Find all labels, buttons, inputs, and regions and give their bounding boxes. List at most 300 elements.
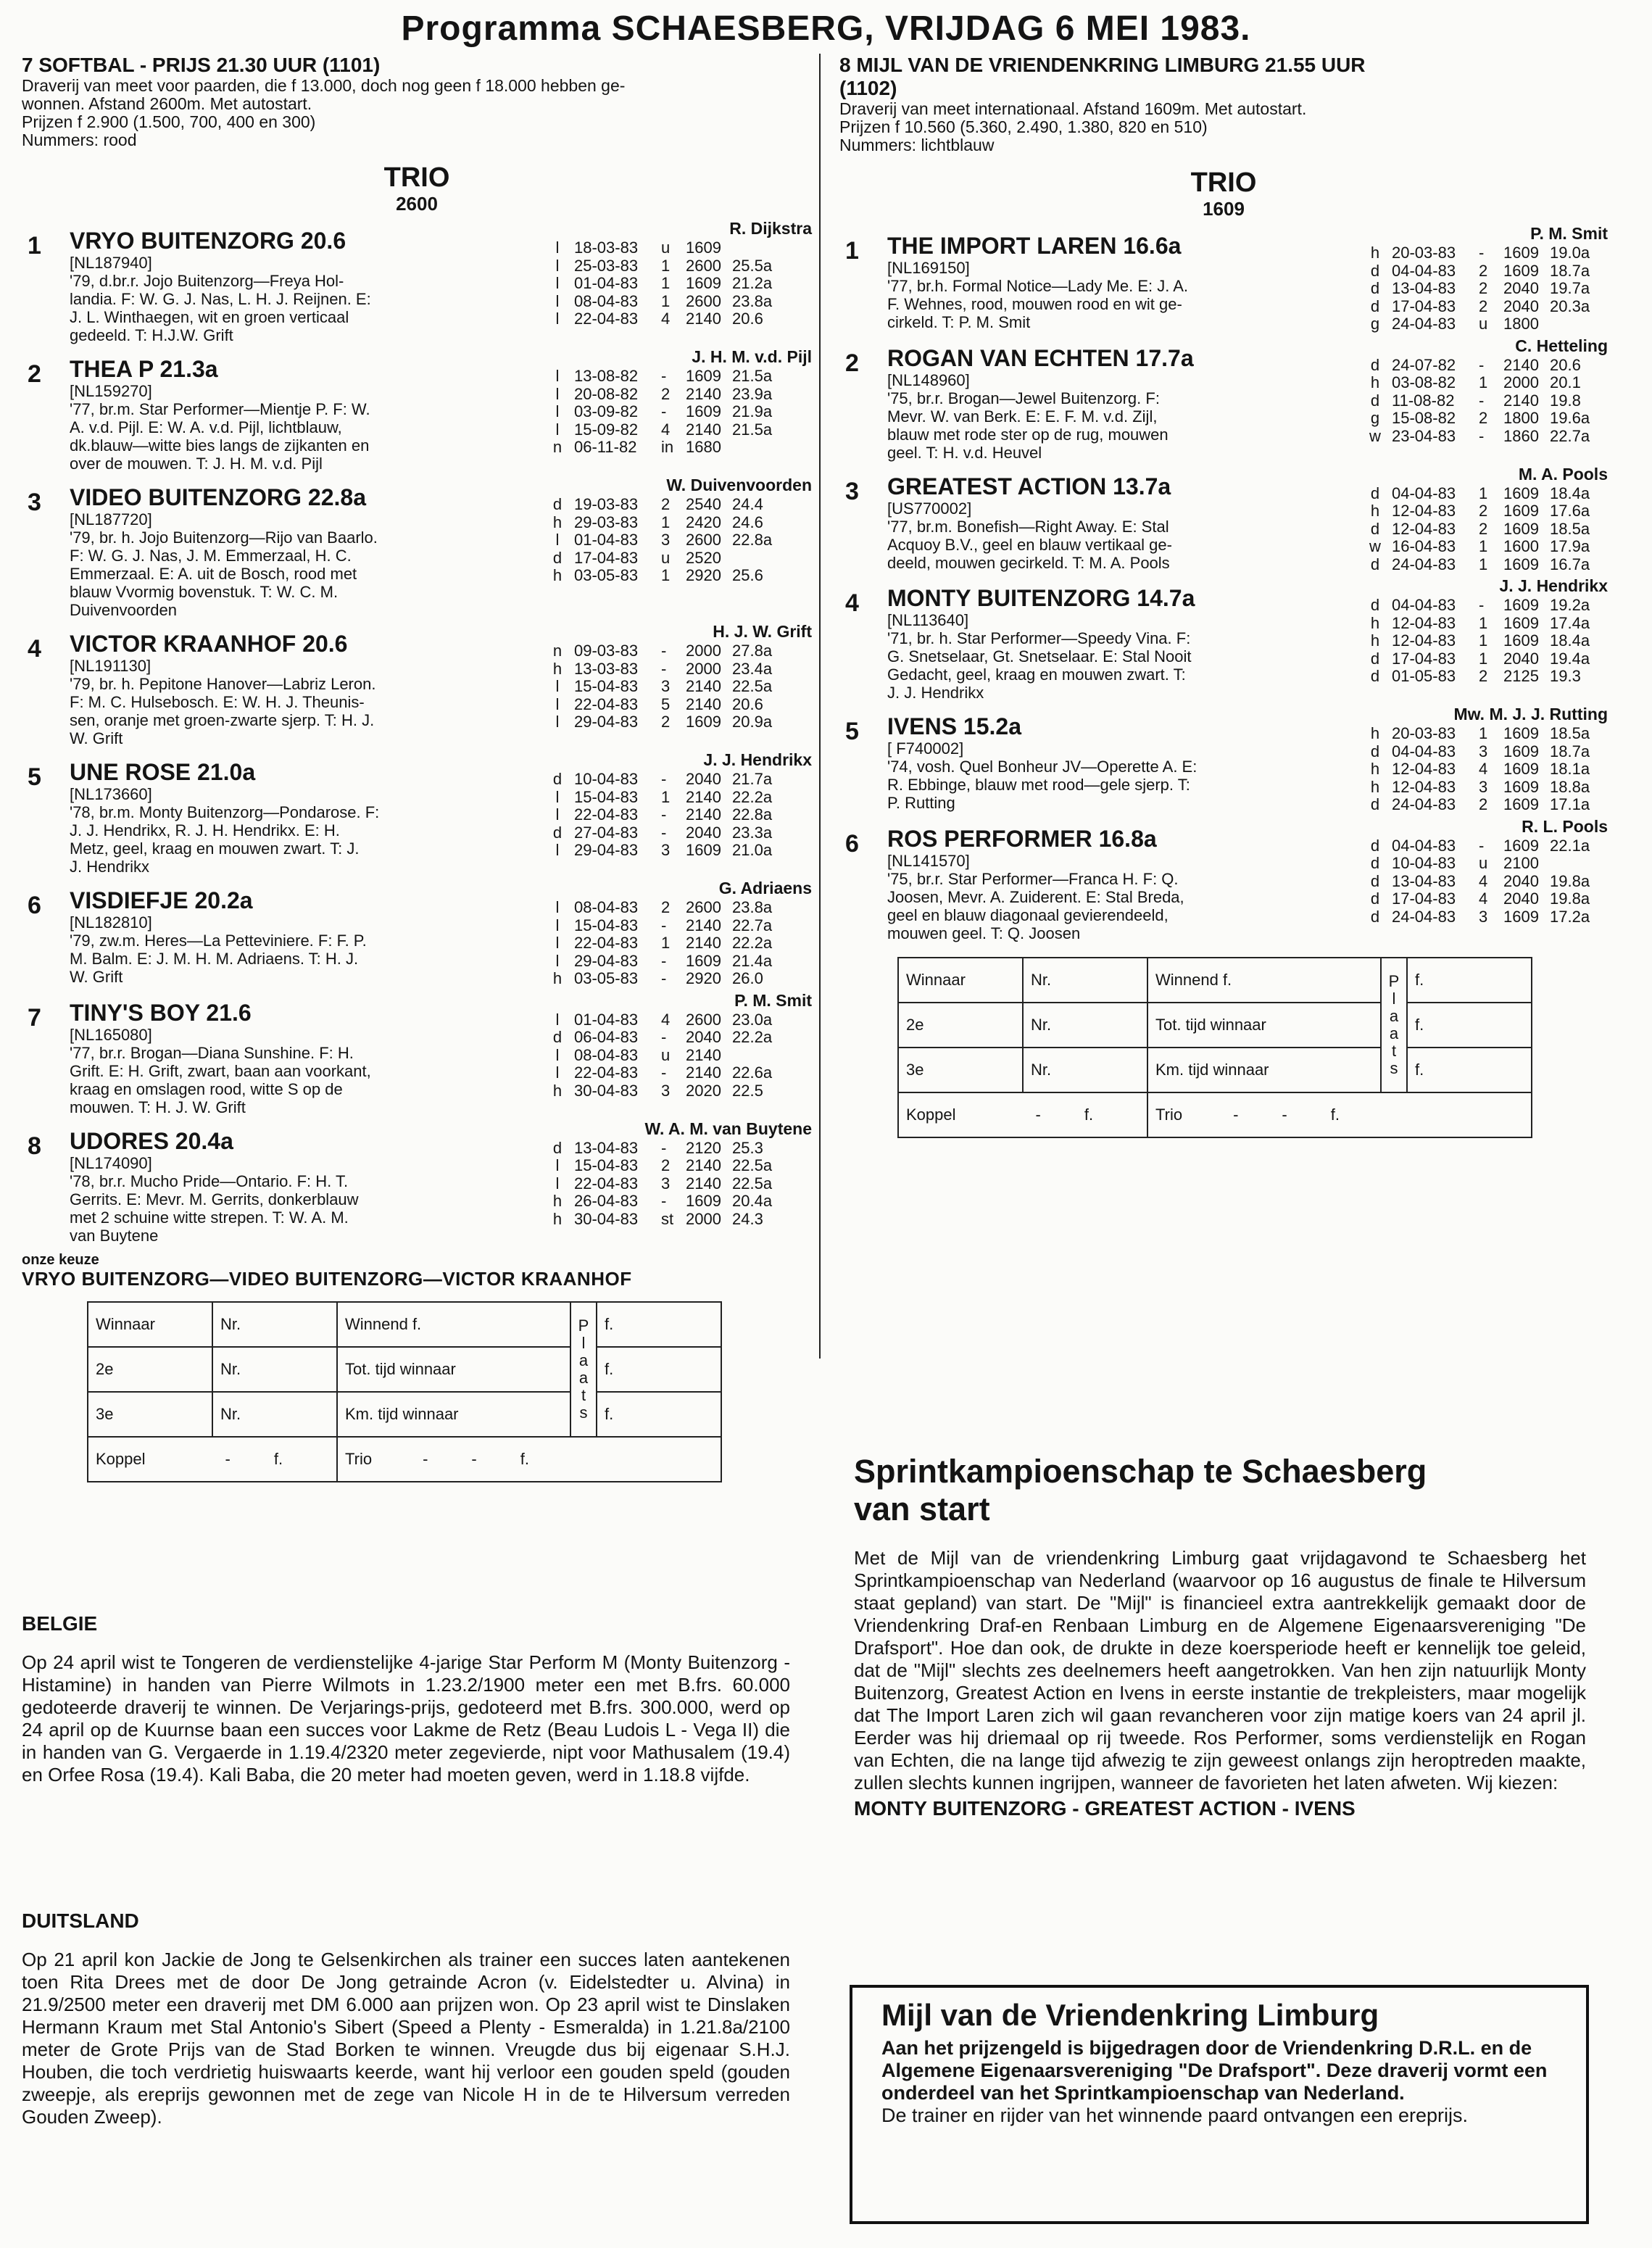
horse-description-line: '79, d.br.r. Jojo Buitenzorg—Freya Hol- [70, 272, 344, 290]
run-cell: l [555, 402, 560, 420]
run-line [541, 934, 812, 953]
horse-runs [541, 1011, 812, 1100]
horse-entry [22, 750, 812, 876]
run-cell: 2040 [686, 770, 721, 788]
run-cell: 2 [661, 713, 671, 731]
left-column [22, 54, 812, 2128]
run-cell: - [661, 1138, 667, 1157]
run-cell: 13-08-82 [574, 367, 639, 385]
race-7-keuze-label: onze keuze [22, 1251, 99, 1268]
koppel-part: Koppel [96, 1449, 146, 1468]
run-cell: d [552, 548, 563, 567]
run-cell: 2140 [686, 384, 721, 403]
run-line [541, 368, 812, 386]
run-cell: d [1370, 484, 1380, 502]
run-cell: l [555, 713, 560, 731]
horse-number: 2 [28, 360, 41, 388]
race-info-line: Prijzen f 10.560 (5.360, 2.490, 1.380, 820 en 510) [839, 117, 1208, 136]
run-cell: 19.8a [1550, 871, 1590, 890]
belgie-section [22, 1612, 790, 1786]
run-cell: 03-08-82 [1392, 373, 1456, 391]
run-cell: 15-04-83 [574, 1156, 639, 1174]
run-cell: 1 [661, 291, 671, 310]
run-cell: 30-04-83 [574, 1081, 639, 1100]
run-cell: 1 [661, 274, 671, 292]
run-cell: 22-04-83 [574, 310, 639, 328]
horse-driver: G. Adriaens [718, 879, 812, 897]
run-cell: 22.5a [732, 1174, 773, 1193]
sprint-pick: MONTY BUITENZORG - GREATEST ACTION - IVENS [854, 1797, 1356, 1820]
horse-entry [839, 465, 1608, 574]
horse-description-line: [NL159270] [70, 382, 152, 400]
horse-description-line: [NL173660] [70, 785, 152, 803]
horse-name: VIDEO BUITENZORG 22.8a [70, 484, 366, 510]
run-line [541, 953, 812, 971]
run-line [541, 257, 812, 275]
horse-name: MONTY BUITENZORG 14.7a [887, 585, 1195, 611]
run-cell: 1609 [1503, 502, 1539, 520]
horse-description-line: W. Grift [70, 968, 123, 986]
run-cell: 1609 [1503, 907, 1539, 926]
run-cell: u [1479, 854, 1488, 872]
horse-description-line: '77, br.m. Star Performer—Mientje P. F: W. [70, 400, 370, 418]
horse-description-line: F: M. C. Hulsebosch. E: W. H. J. Theunis- [70, 693, 365, 711]
run-line [541, 678, 812, 696]
run-cell: 3 [1479, 907, 1488, 926]
koppel-part: - [1035, 1105, 1041, 1124]
horse-details [70, 991, 541, 1116]
run-cell: 2040 [686, 1028, 721, 1046]
horse-description-line: [US770002] [887, 499, 972, 518]
run-cell: n [552, 642, 563, 660]
run-cell: 1609 [1503, 261, 1539, 280]
run-cell: 1 [661, 566, 671, 584]
run-cell: 12-04-83 [1392, 613, 1456, 632]
horse-form [541, 1119, 812, 1245]
horse-details [70, 750, 541, 876]
plaats-vertical-label [1381, 958, 1407, 1092]
run-cell: 24-04-83 [1392, 795, 1456, 813]
run-cell [1550, 855, 1601, 873]
run-cell: 20-03-83 [1392, 244, 1456, 262]
run-cell: - [661, 1063, 667, 1082]
run-cell: - [661, 1028, 667, 1046]
run-cell: 12-04-83 [1392, 777, 1456, 796]
run-line [541, 696, 812, 714]
run-cell: 29-04-83 [574, 951, 639, 970]
bet-cell-field: Winnend f. [337, 1302, 570, 1347]
run-cell: l [555, 916, 560, 934]
horse-description-line: F: W. G. J. Nas, J. M. Emmerzaal, H. C. [70, 547, 352, 565]
bet-row [898, 1003, 1532, 1048]
run-cell: 1609 [686, 841, 721, 859]
run-cell: u [661, 239, 671, 257]
run-cell: 2140 [686, 694, 721, 713]
horse-description-line: A. v.d. Pijl. E: W. A. v.d. Pijl, lichtblauw, [70, 418, 342, 436]
horse-description-line: mouwen. T: H. J. W. Grift [70, 1098, 246, 1116]
run-cell: 2140 [686, 805, 721, 824]
run-cell: 2020 [686, 1081, 721, 1100]
horse-description-line: J. L. Winthaegen, wit en groen verticaal [70, 308, 349, 326]
run-cell: 2140 [686, 787, 721, 806]
trio-part: - [1282, 1105, 1287, 1124]
run-line [1358, 855, 1608, 873]
horse-description-line: geel. T: H. v.d. Heuvel [887, 443, 1042, 462]
run-cell: 15-04-83 [574, 677, 639, 695]
run-line [541, 1047, 812, 1065]
run-cell: 3 [661, 677, 671, 695]
run-line [541, 1175, 812, 1193]
horse-description-line: F. Wehnes, rood, mouwen rood en wit ge- [887, 295, 1182, 313]
run-cell: 26.0 [732, 969, 763, 987]
run-cell: 1800 [1503, 409, 1539, 427]
run-cell: in [661, 438, 674, 456]
run-cell: l [555, 291, 560, 310]
run-cell: 4 [661, 1010, 671, 1029]
run-line [1358, 760, 1608, 779]
run-cell: 23-04-83 [1392, 426, 1456, 445]
run-cell: 4 [661, 310, 671, 328]
horse-runs [541, 642, 812, 731]
run-cell: d [1370, 854, 1380, 872]
run-line [541, 421, 812, 439]
run-cell: d [552, 1028, 563, 1046]
run-line [541, 293, 812, 311]
horse-description-line: met 2 schuine witte strepen. T: W. A. M. [70, 1208, 349, 1227]
run-cell: l [555, 934, 560, 952]
run-cell: 25.5a [732, 256, 773, 275]
run-cell: l [555, 310, 560, 328]
run-cell: 3 [661, 1174, 671, 1193]
horse-driver: M. A. Pools [1518, 464, 1608, 484]
horse-name: ROS PERFORMER 16.8a [887, 825, 1157, 852]
run-cell: 1609 [1503, 795, 1539, 813]
run-cell: 1609 [686, 951, 721, 970]
run-cell: 19-03-83 [574, 495, 639, 513]
run-cell: 1609 [1503, 836, 1539, 855]
run-cell: 1800 [1503, 315, 1539, 333]
run-cell: l [555, 367, 560, 385]
run-cell: l [555, 1156, 560, 1174]
run-line [541, 496, 812, 514]
horse-description-line: W. Grift [70, 729, 123, 747]
horse-number: 5 [28, 763, 41, 791]
run-cell: 2100 [1503, 854, 1539, 872]
horse-driver: R. Dijkstra [729, 219, 812, 238]
run-cell: 23.8a [732, 291, 773, 310]
run-line [1358, 244, 1608, 262]
run-line [541, 970, 812, 988]
run-cell: 08-04-83 [574, 1045, 639, 1064]
horse-details [70, 219, 541, 344]
horse-driver: J. J. Hendrikx [703, 750, 812, 769]
horse-description-line: blauw met rode ster op de rug, mouwen [887, 425, 1169, 444]
run-cell: 2600 [686, 291, 721, 310]
bet-cell-amount: f. [1407, 958, 1532, 1003]
horse-entry [839, 576, 1608, 702]
horse-description-line: [ F740002] [887, 739, 964, 758]
run-cell [1550, 315, 1601, 333]
horse-description-line: '77, br.h. Formal Notice—Lady Me. E: J. A. [887, 277, 1189, 295]
run-cell: l [555, 898, 560, 916]
run-cell: 12-04-83 [1392, 519, 1456, 538]
run-line [541, 439, 812, 457]
race-info-line: wonnen. Afstand 2600m. Met autostart. [22, 94, 312, 113]
bet-cell-amount: f. [597, 1302, 721, 1347]
horse-form [1358, 224, 1608, 333]
column-divider [819, 54, 821, 1359]
horse-description-line: '71, br. h. Star Performer—Speedy Vina. F: [887, 629, 1191, 647]
horse-description-line: mouwen geel. T: Q. Joosen [887, 924, 1081, 942]
bet-row-bottom [88, 1437, 721, 1482]
run-cell: 22.2a [732, 934, 773, 952]
run-cell: 13-04-83 [574, 1138, 639, 1157]
horse-form [541, 991, 812, 1116]
horse-form [541, 622, 812, 747]
run-cell: 4 [1479, 889, 1488, 908]
bet-cell-label: 2e [88, 1347, 212, 1392]
belgie-heading: BELGIE [22, 1612, 98, 1635]
run-cell: d [1370, 649, 1380, 668]
run-cell: 1 [661, 787, 671, 806]
run-cell: 12-04-83 [1392, 760, 1456, 778]
run-line [541, 275, 812, 293]
mijl-box-bold-text: Aan het prijzengeld is bijgedragen door de Vriendenkring D.R.L. en de Algemene Eigenaarsvereniging "De Drafsport". Deze draverij vormt een onderdeel van het Sprintkampioenschap van Nederland. [881, 2037, 1548, 2104]
run-cell: 20.4a [732, 1192, 773, 1210]
plaats-letter: a [578, 1351, 589, 1369]
run-cell: 1 [1479, 724, 1488, 742]
run-cell: 17-04-83 [1392, 296, 1456, 315]
run-cell: 22-04-83 [574, 1063, 639, 1082]
race-info-line: Nummers: rood [22, 130, 137, 149]
horse-description-line: gedeeld. T: H.J.W. Grift [70, 326, 233, 344]
run-cell: - [661, 770, 667, 788]
run-cell: 1609 [686, 713, 721, 731]
run-cell: 22.1a [1550, 836, 1590, 855]
run-cell: 2140 [686, 1045, 721, 1064]
run-line [1358, 725, 1608, 743]
run-cell: 18.1a [1550, 760, 1590, 778]
run-cell: 2600 [686, 256, 721, 275]
koppel-cell [88, 1437, 337, 1482]
run-cell: 22.8a [732, 531, 773, 549]
trio-part: - [423, 1449, 428, 1468]
horse-entry [22, 622, 812, 747]
run-cell: d [1370, 261, 1380, 280]
belgie-text: Op 24 april wist te Tongeren de verdienstelijke 4-jarige Star Perform M (Monty Buitenzorg - Histamine) in handen van Pierre Wilmots in 1.23.2/1900 meter een met B.frs. 60.000 gedoteerde draverij te winnen. De Verjarings-prijs, gedoteerd met B.frs. 300.000, werd op 24 april op de Kuurnse baan een succes voor Lakme de Retz (Beau Ludois L - Vega II) die in handen van G. Vergaerde in 1.19.4/2320 meter zegevierde, nipt voor Mathusalem (19.4) en Orfee Rosa (19.4). Kali Baba, die 20 meter had moeten geven, werd in 1.18.8 vijfde. [22, 1651, 790, 1785]
horse-description-line: Gedacht, geel, kraag en mouwen zwart. T: [887, 665, 1186, 684]
race-7-heading: 7 SOFTBAL - PRIJS 21.30 UUR (1101) [22, 54, 381, 76]
duitsland-text: Op 21 april kon Jackie de Jong te Gelsenkirchen als trainer een succes laten aantekenen toen Rita Drees met de door De Jong getrainde Acron (v. Eidelstedter u. Alvina) in 21.9/2500 meter een draverij met DM 6.000 aan prijzen won. Op 23 april wist te Dinslaken Hermann Kraum met Stal Antonio's Sibert (Speed a Plenty - Esmeralda) in 1.21.8a/2100 meter de Grote Prijs van de Stad Borken te winnen. Vreugde dus bij eigenaar S.H.J. Houben, die toch verdrietig huiswaarts keerde, want hij verloor een gouden speld (gouden zweepje, als ereprijs gewonnen met de zege van Nicole H in de te Hilversum verreden Gouden Zweep). [22, 1949, 790, 2128]
run-cell: 2040 [1503, 649, 1539, 668]
run-cell: 27.8a [732, 642, 773, 660]
run-cell: 18.7a [1550, 742, 1590, 760]
run-cell: 3 [661, 1081, 671, 1100]
run-cell: 08-04-83 [574, 898, 639, 916]
run-cell: 18-03-83 [574, 239, 639, 257]
run-cell: 22-04-83 [574, 1174, 639, 1193]
horse-entry [22, 219, 812, 344]
run-line [1358, 650, 1608, 668]
run-line [541, 789, 812, 807]
race-8-trio-distance: 1609 [1203, 198, 1245, 220]
horse-details [887, 224, 1358, 333]
run-cell: 09-03-83 [574, 642, 639, 660]
plaats-letter: l [1392, 989, 1396, 1008]
run-cell: 1609 [1503, 631, 1539, 650]
horse-description-line: van Buytene [70, 1226, 159, 1245]
run-cell: 17.6a [1550, 502, 1590, 520]
run-cell: 25-03-83 [574, 256, 639, 275]
run-cell: d [1370, 742, 1380, 760]
koppel-part: f. [1084, 1105, 1094, 1124]
horse-details [70, 476, 541, 619]
horse-entry [22, 476, 812, 619]
horse-description-line: '75, br.r. Star Performer—Franca H. F: Q. [887, 869, 1179, 888]
bet-row [88, 1392, 721, 1437]
run-cell: h [1370, 724, 1380, 742]
run-line [1358, 410, 1608, 428]
run-line [1358, 298, 1608, 316]
plaats-letter: a [1389, 1006, 1399, 1025]
race-info-line: Nummers: lichtblauw [839, 136, 995, 154]
trio-cell [337, 1437, 721, 1482]
run-cell: 1 [1479, 373, 1488, 391]
horse-description-line: '74, vosh. Quel Bonheur JV—Operette A. E: [887, 758, 1198, 776]
run-cell: 23.3a [732, 823, 773, 842]
run-cell: - [661, 916, 667, 934]
run-cell: 2125 [1503, 667, 1539, 685]
horse-form [541, 347, 812, 473]
horse-description-line: [NL187720] [70, 510, 152, 528]
koppel-part: - [225, 1449, 231, 1468]
run-cell: 18.5a [1550, 724, 1590, 742]
horse-description-line: Mevr. W. van Berk. E: E. F. M. v.d. Zijl, [887, 407, 1158, 426]
run-cell: 15-08-82 [1392, 409, 1456, 427]
race-8-info [839, 100, 1608, 154]
run-cell: 19.8a [1550, 889, 1590, 908]
run-cell: 06-11-82 [574, 438, 637, 456]
bet-cell-amount: f. [597, 1392, 721, 1437]
run-cell: 17.2a [1550, 907, 1590, 926]
run-cell: - [661, 1192, 667, 1210]
run-cell: l [555, 694, 560, 713]
run-cell: 1680 [686, 438, 721, 456]
horse-driver: C. Hetteling [1515, 336, 1608, 355]
run-cell: 1609 [1503, 596, 1539, 614]
horse-details [887, 576, 1358, 702]
horse-details [70, 622, 541, 747]
run-cell: 22-04-83 [574, 694, 639, 713]
horse-description-line: geel en blauw diagonaal gevierendeeld, [887, 905, 1169, 924]
run-cell: 17.9a [1550, 537, 1590, 555]
run-cell: l [555, 384, 560, 403]
horse-name: THE IMPORT LAREN 16.6a [887, 233, 1182, 259]
run-cell: h [1370, 613, 1380, 632]
sprint-heading [854, 1453, 1586, 1528]
run-cell: 1609 [1503, 760, 1539, 778]
run-cell: 2120 [686, 1138, 721, 1157]
race-7-info [22, 77, 812, 149]
horse-description-line: M. Balm. E: J. M. H. M. Adriaens. T: H. J. [70, 950, 359, 968]
run-cell: 2140 [686, 916, 721, 934]
run-line [1358, 908, 1608, 926]
bet-row [88, 1347, 721, 1392]
run-cell: 24-04-83 [1392, 555, 1456, 573]
run-cell: 4 [1479, 760, 1488, 778]
run-line [1358, 743, 1608, 761]
run-cell: 29-04-83 [574, 713, 639, 731]
run-line [541, 514, 812, 532]
run-line [541, 549, 812, 568]
horse-runs [1358, 837, 1608, 926]
run-cell [732, 1047, 783, 1065]
run-cell: g [1370, 409, 1380, 427]
run-cell: 23.4a [732, 659, 773, 678]
run-cell: - [661, 951, 667, 970]
run-cell: 1 [1479, 537, 1488, 555]
run-cell: 01-04-83 [574, 531, 639, 549]
horse-driver: J. H. M. v.d. Pijl [692, 347, 812, 366]
run-cell [732, 439, 783, 457]
horse-runs [1358, 597, 1608, 686]
run-cell: d [1370, 907, 1380, 926]
run-cell: 21.2a [732, 274, 773, 292]
run-line [1358, 556, 1608, 574]
bet-row [898, 1048, 1532, 1092]
sprint-heading-line: Sprintkampioenschap te Schaesberg [854, 1453, 1427, 1490]
sprint-heading-line: van start [854, 1490, 990, 1527]
run-cell: 2600 [686, 1010, 721, 1029]
run-cell: 20.6 [732, 310, 763, 328]
run-cell: 2040 [1503, 296, 1539, 315]
horse-description-line: P. Rutting [887, 794, 955, 812]
run-cell: 1609 [686, 1192, 721, 1210]
run-line [1358, 538, 1608, 556]
run-line [541, 1011, 812, 1029]
run-cell: 22.2a [732, 1028, 773, 1046]
trio-part: Trio [345, 1449, 373, 1468]
horse-number: 5 [845, 718, 859, 745]
horse-description-line: '78, br.m. Monty Buitenzorg—Pondarose. F: [70, 803, 380, 821]
run-cell: 1600 [1503, 537, 1539, 555]
horse-form [1358, 465, 1608, 574]
run-cell: h [552, 1209, 563, 1228]
run-cell: 1860 [1503, 426, 1539, 445]
run-cell: d [1370, 296, 1380, 315]
sprint-section [854, 1453, 1586, 1820]
run-cell: 01-05-83 [1392, 667, 1456, 685]
run-line [541, 1140, 812, 1158]
run-line [1358, 668, 1608, 686]
horse-driver: H. J. W. Grift [713, 622, 812, 641]
run-cell: 3 [661, 841, 671, 859]
run-cell: h [552, 659, 563, 678]
horse-description-line: [NL191130] [70, 657, 151, 675]
bet-row [88, 1302, 721, 1347]
run-cell: 2 [1479, 409, 1488, 427]
horse-description-line: [NL141570] [887, 851, 970, 870]
run-cell: 2000 [1503, 373, 1539, 391]
horse-description-line: Grift. E: H. Grift, zwart, baan aan voorkant, [70, 1061, 371, 1080]
race-info-line: Draverij van meet internationaal. Afstand 1609m. Met autostart. [839, 99, 1307, 118]
bet-cell-label: 3e [88, 1392, 212, 1437]
race-7-bet-form [87, 1301, 812, 1482]
run-cell: l [555, 420, 560, 439]
run-line [1358, 280, 1608, 298]
run-line [541, 386, 812, 404]
run-cell: d [1370, 391, 1380, 410]
